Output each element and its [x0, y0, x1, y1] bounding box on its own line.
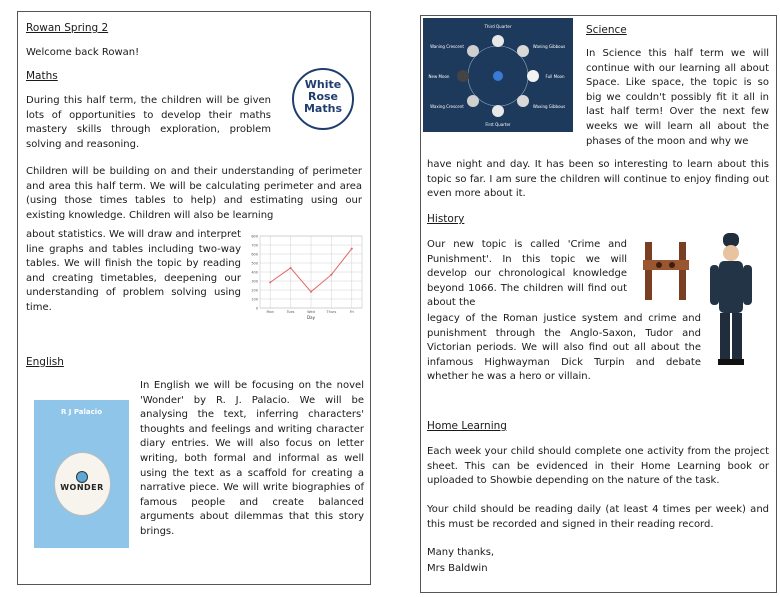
book-eye-icon [76, 471, 88, 483]
moon-left-icon [457, 70, 469, 82]
chart-point [290, 267, 292, 269]
chart-y-tick-label: 100 [251, 297, 258, 302]
home-learning-paragraph-2: Your child should be reading daily (at least 4 times per week) and this must be recorded and signed in their reading record. [427, 504, 769, 530]
book-face-illustration [54, 452, 111, 516]
chart-y-tick-label: 800 [251, 234, 258, 239]
logo-line-2: Rose [307, 90, 339, 103]
book-author: R J Palacio [60, 408, 102, 416]
chart-y-tick-label: 600 [251, 252, 258, 257]
moon-right-icon [527, 70, 539, 82]
chart-point [330, 274, 332, 276]
moon-label-bl: Waxing Crescent [430, 104, 464, 109]
chart-y-tick-label: 0 [255, 306, 258, 311]
history-heading: History [427, 213, 465, 225]
moon-bottom-icon [492, 105, 504, 117]
chart-y-tick-label: 400 [251, 270, 258, 275]
logo-line-1: White [304, 78, 342, 91]
chart-x-tick-label: Tues [286, 310, 295, 314]
earth-icon [493, 71, 503, 81]
chart-x-tick-label: Mon [266, 310, 274, 314]
science-paragraph-1: In Science this half term we will continue with our learning all about Space. Like space, the topic is so big we couldn't possibly fit it all in last half term! Over the next few weeks we will learn all about the phases of the moon and why we [586, 48, 769, 147]
chart-y-tick-label: 300 [251, 279, 258, 284]
chart-point [351, 248, 353, 250]
moon-tl-icon [467, 45, 479, 57]
chart-x-tick-label: Thurs [326, 310, 337, 314]
chart-y-tick-label: 200 [251, 288, 258, 293]
english-heading: English [26, 356, 64, 368]
moon-label-tl: Waning Crescent [430, 44, 464, 49]
science-paragraph-2: have night and day. It has been so interesting to learn about this topic so far. I am sure the children will continue to enjoy finding out even more about it. [427, 159, 769, 200]
home-learning-paragraph-1: Each week your child should complete one activity from the project sheet. This can be evidenced in their Home Learning book or uploaded to Showbie depending on the nature of the task. [427, 446, 769, 487]
chart-y-tick-label: 700 [251, 243, 258, 248]
chart-y-tick-label: 500 [251, 261, 258, 266]
logo-line-3: Maths [303, 102, 342, 115]
science-heading: Science [586, 24, 627, 36]
maths-heading: Maths [26, 70, 58, 82]
history-paragraph-2: legacy of the Roman justice system and crime and punishment through the Anglo-Saxon, Tudor and Victorian periods. We will also find out all about the infamous Highwayman Dick Turpin and debate whether he was a hero or villain. [427, 313, 701, 383]
white-rose-maths-logo [292, 68, 354, 130]
chart-x-ticks [267, 310, 354, 314]
moon-label-tr: Waning Gibbous [532, 44, 566, 49]
newsletter-title: Rowan Spring 2 [26, 22, 109, 34]
moon-top-icon [492, 35, 504, 47]
moon-label-bottom: First Quarter [485, 122, 511, 127]
moon-label-right: Full Moon [545, 74, 565, 79]
book-title: WONDER [60, 483, 104, 492]
chart-y-ticks [251, 234, 258, 310]
welcome-text: Welcome back Rowan! [26, 47, 140, 58]
policeman-icon [706, 231, 758, 368]
newsletter-right-page [420, 15, 777, 593]
maths-paragraph-3: about statistics. We will draw and interpret line graphs and tables including two-way tables. We will finish the topic by reading and creating timetables, deepening our understanding of problem solving using time. [26, 229, 241, 313]
wonder-book-cover [34, 400, 129, 548]
signoff-name: Mrs Baldwin [427, 563, 488, 574]
chart-x-axis-label: Day [307, 315, 315, 320]
moon-br-icon [517, 95, 529, 107]
moon-phases-diagram [423, 18, 573, 132]
moon-label-top: Third Quarter [484, 24, 512, 29]
chart-point [269, 281, 271, 283]
english-paragraph: In English we will be focusing on the novel 'Wonder' by R. J. Palacio. We will be analysing the text, inferring characters' thoughts and feelings and writing character diary entries. We will also focus on letter writing, both formal and informal as well using the text as a scaffold for creating a narrative piece. We will write biographies of famous people and create balanced arguments about dilemmas that this story brings. [140, 380, 364, 537]
chart-x-tick-label: Fri [349, 310, 354, 314]
moon-label-br: Waxing Gibbous [532, 104, 566, 109]
history-paragraph-1: Our new topic is called 'Crime and Punishment'. In this topic we will develop our chronological knowledge beyond 1066. The children will find out about the [427, 239, 627, 309]
chart-grid [260, 236, 362, 308]
chart-point [310, 291, 312, 293]
newsletter-left-page [17, 11, 371, 585]
moon-orbit-svg [423, 18, 573, 132]
moon-bl-icon [467, 95, 479, 107]
signoff-thanks: Many thanks, [427, 547, 495, 558]
line-graph-chart [244, 230, 368, 322]
stocks-icon [641, 238, 691, 300]
maths-paragraph-1: During this half term, the children will be given lots of opportunities to develop their maths mastery skills through exploration, problem solving and reasoning. [26, 95, 271, 150]
maths-paragraph-2: Children will be building on and their understanding of perimeter and area this half term. We will be calculating perimeter and area (using those times tables to help) and estimating using our existing knowledge. Children will also be learning [26, 166, 362, 221]
chart-x-tick-label: Wed [307, 310, 315, 314]
moon-label-left: New Moon [428, 74, 450, 79]
home-learning-heading: Home Learning [427, 420, 507, 432]
moon-tr-icon [517, 45, 529, 57]
